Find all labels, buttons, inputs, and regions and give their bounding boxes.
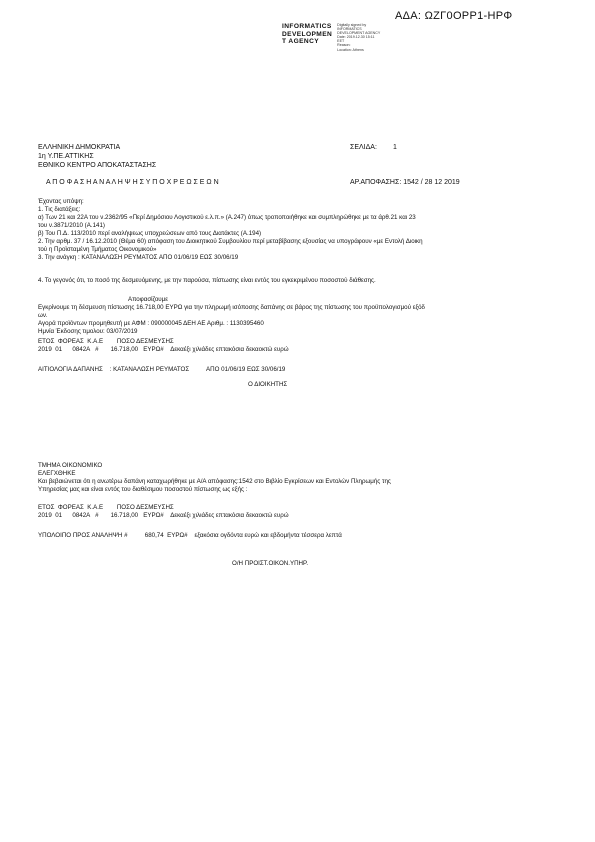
org-region: 1η Υ.ΠΕ.ΑΤΤΙΚΗΣ [38,153,94,160]
consideration-line: 2. Την αρθμ. 37 / 16.12.2010 (Θέμα 60) απόφαση του Διοικητικού Συμβουλίου περί μεταβίβασης εξουσίας να υπογράφουν «με Εντολή Διοικη [38,238,423,245]
remaining-balance: ΥΠΟΛΟΙΠΟ ΠΡΟΣ ΑΝΑΛΗΨΗ # 680,74 ΕΥΡΩ# εξακόσια ογδόντα ευρώ και εβδομήντα τέσσερα λεπτά [38,532,342,539]
finance-head-signature: Ο/Η ΠΡΟΙΣΤ.ΟΙΚΟΝ.ΥΠΗΡ. [232,560,309,567]
director-signature: Ο ΔΙΟΙΚΗΤΗΣ [248,381,288,388]
page-label: ΣΕΛΙΔΑ: [350,144,377,151]
expense-justification: ΑΙΤΙΟΛΟΓΙΑ ΔΑΠΑΝΗΣ : ΚΑΤΑΝΑΛΩΣΗ ΡΕΥΜΑΤΟΣ ΑΠΟ 01/06/19 ΕΩΣ 30/06/19 [38,366,286,373]
signature-detail-line: Location: Athens [337,47,364,52]
consideration-line: Έχοντας υπόψη: [38,198,84,205]
table-row: 2019 01 0842Α # 16.718,00 ΕΥΡΩ# Δεκαέξι χιλιάδες επτακόσια δεκαοκτώ ευρώ [38,346,289,353]
signature-detail-line: EET [337,39,345,44]
consideration-line: β) Του Π.Δ. 113/2010 περί αναλήψεως υποχρεώσεων από τους Διατάκτες (Α.194) [38,230,262,237]
org-name: ΕΛΛΗΝΙΚΗ ΔΗΜΟΚΡΑΤΙΑ [38,144,121,151]
decision-line: Ημνία Έκδοσης τιμολου: 03/07/2019 [38,328,138,335]
checked-label: ΕΛΕΓΧΘΗΚΕ [38,470,76,477]
agency-name-line: INFORMATICS [282,23,332,30]
consideration-line: τού η Προϊσταμένη Τμήματος Οικονομικού» [38,246,157,253]
org-unit: ΕΘΝΙΚΟ ΚΕΝΤΡΟ ΑΠΟΚΑΤΑΣΤΑΣΗΣ [38,162,157,169]
signature-detail-line: DEVELOPMENT AGENCY [337,31,381,36]
agency-name [282,23,332,52]
ada-code: ΑΔΑ: ΩΖΓ0ΟΡΡ1-ΗΡΦ [395,10,513,22]
signature-detail-line: INFORMATICS [337,27,362,32]
consideration-line: του ν.3871/2010 (Α.141) [38,222,105,229]
point-four: 4. Το γεγονός ότι, το ποσό της δεσμευόμενης, με την παρούσα, πίστωσης είναι εντός του εγκεκριμένου ποσοστού διάθεσης. [38,277,376,284]
consideration-line: 3. Την ανάγκη : ΚΑΤΑΝΑΛΩΣΗ ΡΕΥΜΑΤΟΣ ΑΠΟ 01/06/19 ΕΩΣ 30/06/19 [38,254,239,261]
signature-detail-line: Reason: [337,43,351,48]
decision-body [38,304,425,336]
decision-line: Αγορά προϊόντων προμηθευτή με ΑΦΜ : 090000045 ΔΕΗ ΑΕ Αριθμ. : 1130395460 [38,320,264,327]
decide-heading: Αποφασίζουμε [128,296,168,303]
decision-line: Εγκρίνουμε τη δέσμευση πίστωσης 16.718,00 ΕΥΡΩ για την πληρωμή ισόποσης δαπάνης σε βάρος της πίστωσης του προϋπολογισμού εξόδ [38,304,425,311]
department-name: ΤΜΗΜΑ ΟΙΚΟΝΟΜΙΚΟ [38,462,103,469]
considerations [38,198,423,262]
decision-number: ΑΡ.ΑΠΟΦΑΣΗΣ: 1542 / 28 12 2019 [350,179,460,186]
commitment-table [38,338,289,354]
verification-table [38,504,289,520]
decision-line: ων. [38,312,48,319]
finance-department [38,462,391,494]
signature-detail-line: Digitally signed by [337,23,367,27]
agency-name-line: T AGENCY [282,38,320,46]
agency-name-line: DEVELOPMEN [282,30,333,38]
finance-text: Και βεβαιώνεται ότι η ανωτέρω δαπάνη καταχωρήθηκε με Α/Α απόφασης:1542 στο Βιβλίο Εγκρίσεων και Εντολών Πληρωμής της [38,478,391,485]
consideration-line: 1. Τις διατάξεις: [38,206,81,213]
signature-detail-line: Date: 2019.12.30 15:11 [337,35,375,40]
organization-header [38,143,156,170]
consideration-line: α) Των 21 και 22Α του ν.2362/95 «Περί Δημόσιου Λογιστικού ε.λ.π.» (Α.247) όπως τροποποιήθηκε και συμπληρώθηκε με τα άρθ.21 και 23 [38,214,416,221]
table-header: ΕΤΟΣ ΦΟΡΕΑΣ Κ.Α.Ε ΠΟΣΟ ΔΕΣΜΕΥΣΗΣ [38,504,174,511]
digital-signature-logo [282,23,380,52]
table-row: 2019 01 0842Α # 16.718,00 ΕΥΡΩ# Δεκαέξι χιλιάδες επτακόσια δεκαοκτώ ευρώ [38,512,289,519]
finance-text: Υπηρεσίας μας και είναι εντός του διαθέσιμου ποσοστού πίστωσης ως εξής : [38,486,248,493]
page-number: 1 [393,144,397,151]
decision-title: Α Π Ο Φ Α Σ Η Α Ν Α Λ Η Ψ Η Σ Υ Π Ο Χ Ρ Ε Ω Σ Ε Ω Ν [46,179,219,186]
table-header: ΕΤΟΣ ΦΟΡΕΑΣ Κ.Α.Ε ΠΟΣΟ ΔΕΣΜΕΥΣΗΣ [38,338,174,345]
signature-details [337,23,380,52]
